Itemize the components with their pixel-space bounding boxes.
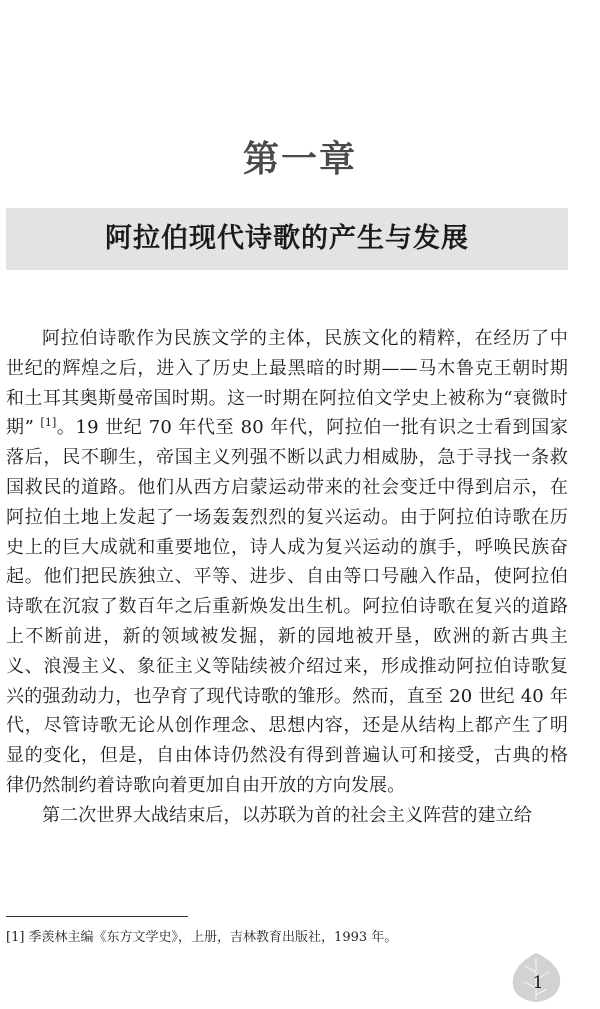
- footnote-divider: [6, 916, 188, 917]
- chapter-number: 第一章: [242, 139, 357, 180]
- paragraph-1-text-b: 。19 世纪 70 年代至 80 年代，阿拉伯一批有识之士看到国家落后，民不聊生，帝国主义列强不断以武力相威胁，急于寻找一条救国救民的道路。他们从西方启蒙运动带来的社会变迁中得到启示，在阿拉伯土地上发起了一场轰轰烈烈的复兴运动。由于阿拉伯诗歌在历史上的巨大成就和重要地位，诗人成为复兴运动的旗手，呼唤民族奋起。他们把民族独立、平等、进步、自由等口号融入作品，使阿拉伯诗歌在沉寂了数百年之后重新焕发出生机。阿拉伯诗歌在复兴的道路上不断前进，新的领域被发掘，新的园地被开垦，欧洲的新古典主义、浪漫主义、象征主义等陆续被介绍过来，形成推动阿拉伯诗歌复兴的强劲动力，也孕育了现代诗歌的雏形。然而，直至 20 世纪 40 年代，尽管诗歌无论从创作理念、思想内容，还是从结构上都产生了明显的变化，但是，自由体诗仍然没有得到普遍认可和接受，古典的格律仍然制约着诗歌向着更加自由开放的方向发展。: [6, 417, 568, 796]
- paragraph-1-text-a: 阿拉伯诗歌作为民族文学的主体，民族文化的精粹，在经历了中世纪的辉煌之后，进入了历史上最黑暗的时期——马木鲁克王朝时期和土耳其奥斯曼帝国时期。这一时期在阿拉伯文学史上被称为“衰微时期”: [6, 328, 568, 439]
- body-text: [6, 324, 568, 831]
- chapter-title: 阿拉伯现代诗歌的产生与发展: [105, 223, 469, 254]
- paragraph-1: [6, 324, 568, 801]
- footnote: [1] 季羡林主编《东方文学史》，上册，吉林教育出版社，1993 年。: [6, 930, 398, 945]
- paragraph-2: 第二次世界大战结束后，以苏联为首的社会主义阵营的建立给: [42, 804, 533, 826]
- page-number: 1: [532, 973, 544, 993]
- chapter-title-band: [6, 208, 568, 270]
- footnote-reference[interactable]: [1]: [40, 416, 57, 430]
